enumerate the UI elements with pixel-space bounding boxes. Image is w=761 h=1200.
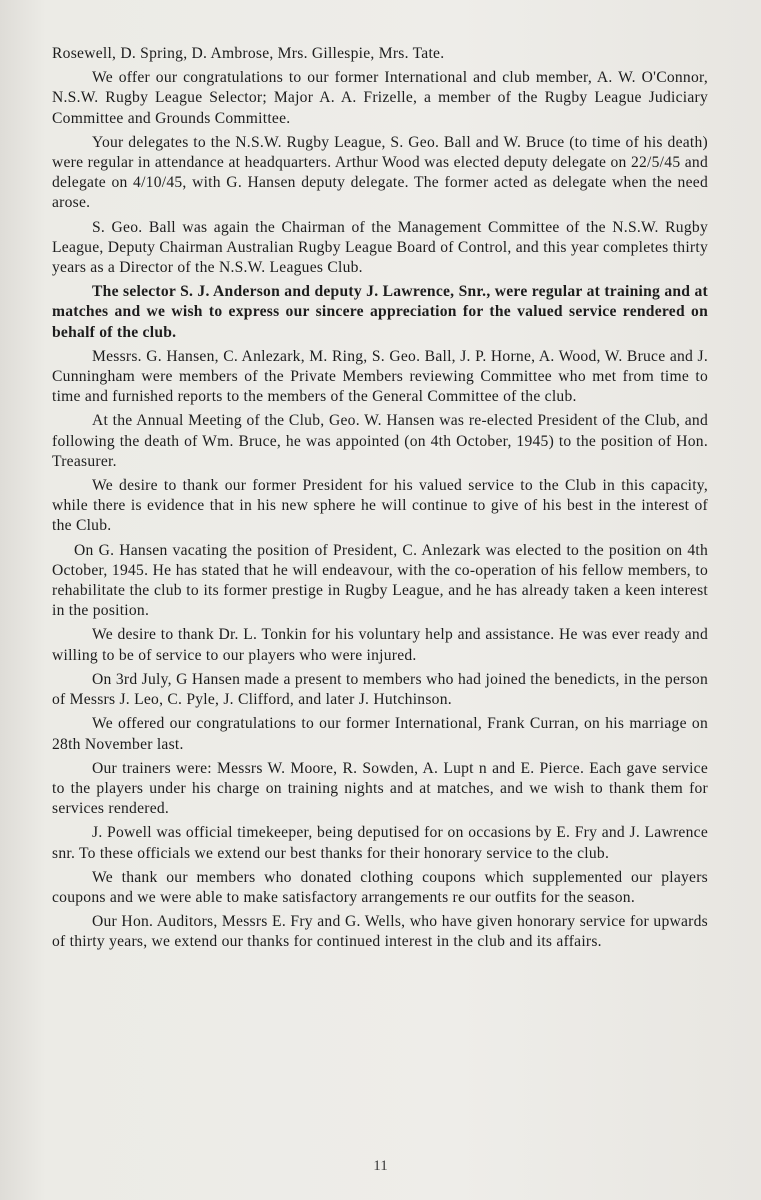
paragraph-3: Your delegates to the N.S.W. Rugby League, S. Geo. Ball and W. Bruce (to time of his death) were regular in attendance at headquarters. Arthur Wood was elected deputy delegate on 22/5/45 and delegate on 4/10/45, with G. Hansen deputy delegate. The former acted as delegate when the need arose. bbox=[52, 133, 708, 212]
paragraph-15: We thank our members who donated clothing coupons which supplemented our players coupons and we were able to make satisfactory arrangements re our outfits for the season. bbox=[52, 868, 708, 906]
paragraph-4: S. Geo. Ball was again the Chairman of the Management Committee of the N.S.W. Rugby League, Deputy Chairman Australian Rugby League Board of Control, and this year completes thirty years as a Director of the N.S.W. Leagues Club. bbox=[52, 218, 708, 277]
paragraph-6: Messrs. G. Hansen, C. Anlezark, M. Ring, S. Geo. Ball, J. P. Horne, A. Wood, W. Bruce and J. Cunningham were members of the Private Members reviewing Committee who met from time to time and furnished reports to the members of the General Committee of the club. bbox=[52, 347, 708, 406]
paragraph-8: We desire to thank our former President for his valued service to the Club in this capacity, while there is evidence that in his new sphere he will continue to give of his best in the interest of the Club. bbox=[52, 477, 708, 535]
paragraph-2: We offer our congratulations to our former International and club member, A. W. O'Connor, N.S.W. Rugby League Selector; Major A. A. Frizelle, a member of the Rugby League Judiciary Committee and Grounds Committee. bbox=[52, 69, 708, 127]
paragraph-11: On 3rd July, G Hansen made a present to members who had joined the benedicts, in the person of Messrs J. Leo, C. Pyle, J. Clifford, and later J. Hutchinson. bbox=[52, 670, 708, 709]
paragraph-16: Our Hon. Auditors, Messrs E. Fry and G. Wells, who have given honorary service for upwards of thirty years, we extend our thanks for continued interest in the club and its affairs. bbox=[52, 913, 708, 951]
paragraph-10: We desire to thank Dr. L. Tonkin for his voluntary help and assistance. He was ever ready and willing to be of service to our players who were injured. bbox=[52, 626, 708, 664]
paragraph-5: The selector S. J. Anderson and deputy J. Lawrence, Snr., were regular at training and at matches and we wish to express our sincere appreciation for the valued service rendered on behalf of the club. bbox=[52, 283, 708, 341]
report-text bbox=[52, 44, 708, 957]
paragraph-12: We offered our congratulations to our former International, Frank Curran, on his marriage on 28th November last. bbox=[52, 715, 708, 753]
paragraph-7: At the Annual Meeting of the Club, Geo. W. Hansen was re-elected President of the Club, and following the death of Wm. Bruce, he was appointed (on 4th October, 1945) to the position of Hon. Treasurer. bbox=[52, 412, 708, 470]
paragraph-13: Our trainers were: Messrs W. Moore, R. Sowden, A. Lupt n and E. Pierce. Each gave service to the players under his charge on training nights and at matches, and we wish to thank them for services rendered. bbox=[52, 759, 708, 818]
paragraph-1: Rosewell, D. Spring, D. Ambrose, Mrs. Gillespie, Mrs. Tate. bbox=[52, 45, 445, 62]
paragraph-14: J. Powell was official timekeeper, being deputised for on occasions by E. Fry and J. Lawrence snr. To these officials we extend our best thanks for their honorary service to the club. bbox=[52, 824, 708, 862]
paragraph-9: On G. Hansen vacating the position of President, C. Anlezark was elected to the position on 4th October, 1945. He has stated that he will endeavour, with the co-operation of his fellow members, to rehabilitate the club to its former prestige in Rugby League, and he has already taken a keen interest in the position. bbox=[52, 541, 708, 620]
page-number: 11 bbox=[373, 1158, 388, 1174]
